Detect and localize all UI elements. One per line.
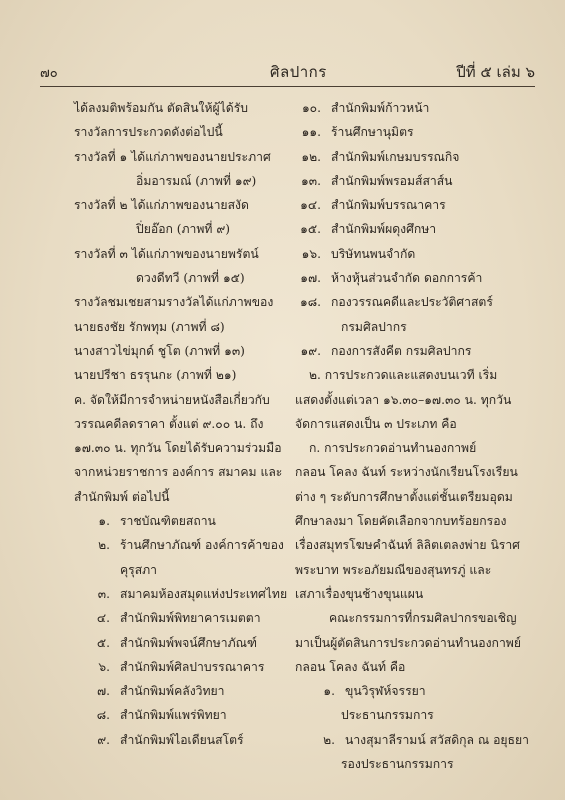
list-number: ๑๘. xyxy=(299,295,321,310)
section-k-line: พระบาท พระอภัยมณีของสุนทรภู่ และ xyxy=(295,562,492,577)
list-number: ๑๙. xyxy=(300,343,321,358)
list-number: ๑๕. xyxy=(300,222,321,237)
list-number: ๑๓. xyxy=(301,173,321,188)
list-item xyxy=(295,96,540,120)
list-number: ๔. xyxy=(96,611,110,626)
award-line-cont: ปิ่ยอ๊อก (ภาพที่ ๙) xyxy=(136,222,231,237)
list-number: ๕. xyxy=(96,635,110,650)
list-item xyxy=(74,631,289,655)
list-text: สำนักพิมพ์บรรณาคาร xyxy=(331,198,446,213)
committee-member xyxy=(295,679,540,703)
list-item xyxy=(295,217,540,241)
list-number: ๒. xyxy=(98,538,110,553)
section-k-line: ก. การประกวดอ่านทำนองกาพย์ xyxy=(309,441,477,456)
list-text: สำนักพิมพ์ไอเดียนสโตร์ xyxy=(120,732,244,747)
section-k-line: วรรณคดีลดราคา ตั้งแต่ ๙.๐๐ น. ถึง xyxy=(74,416,264,431)
section-k-line: เรื่องสมุทรโฆษคำฉันท์ ลิลิตเตลงพ่าย นิราศ xyxy=(295,538,520,553)
list-number: ๓. xyxy=(97,586,110,601)
list-text: ร้านศึกษานุมิตร xyxy=(331,125,414,140)
section-k-line: เสภาเรื่องขุนช้างขุนแผน xyxy=(295,586,424,601)
section-k-line: ต่าง ๆ ระดับการศึกษาตั้งแต่ชั้นเตรียมอุดม xyxy=(295,489,513,504)
issue-label: ปีที่ ๕ เล่ม ๖ xyxy=(456,63,535,81)
honorable-item: นายธงชัย รักพทุม (ภาพที่ ๘) xyxy=(74,319,225,334)
committee-line: มาเป็นผู้ตัดสินการประกวดอ่านทำนองกาพย์ xyxy=(295,635,521,650)
list-number: ๙. xyxy=(97,732,110,747)
list-text: ร้านศึกษาภัณฑ์ องค์การค้าของ xyxy=(120,538,284,553)
honorable-item: นางสาวไข่มุกด์ ชูโต (ภาพที่ ๑๓) xyxy=(74,343,245,358)
honorable-item: นายปรีชา ธรรุนกะ (ภาพที่ ๒๑) xyxy=(74,368,237,383)
list-item xyxy=(74,509,289,533)
list-item xyxy=(74,655,289,679)
list-item-cont: คุรุสภา xyxy=(120,562,158,577)
list-item-cont: กรมศิลปากร xyxy=(341,319,407,334)
list-item xyxy=(295,242,540,266)
section-2-line: จัดการแสดงเป็น ๓ ประเภท คือ xyxy=(295,416,457,431)
section-k-line: กลอน โคลง ฉันท์ ระหว่างนักเรียนโรงเรียน xyxy=(295,465,518,480)
list-text: สำนักพิมพ์พิทยาคารเมตตา xyxy=(120,611,261,626)
list-text: สำนักพิมพ์แพร่พิทยา xyxy=(120,708,227,723)
header-rule xyxy=(40,86,535,87)
member-role: รองประธานกรรมการ xyxy=(341,757,454,772)
section-2-line: ๒. การประกวดและแสดงบนเวที เริ่ม xyxy=(309,368,498,383)
list-text: บริษัทนพนจำกัด xyxy=(331,246,416,261)
page-number: ๗๐ xyxy=(40,66,58,81)
list-text: สำนักพิมพ์ผดุงศึกษา xyxy=(331,222,437,237)
section-k-line: ศึกษาลงมา โดยคัดเลือกจากบทร้อยกรอง xyxy=(295,514,507,529)
list-text: สำนักพิมพ์คลังวิทยา xyxy=(120,684,225,699)
list-number: ๖. xyxy=(98,659,110,674)
section-k-line: ๑๗.๓๐ น. ทุกวัน โดยได้รับความร่วมมือ xyxy=(74,441,282,456)
left-column xyxy=(74,96,289,752)
list-number: ๑. xyxy=(98,514,110,529)
committee-line: คณะกรรมการที่กรมศิลปากรขอเชิญ xyxy=(329,611,517,626)
list-text: สำนักพิมพ์พรอมส์สาส์น xyxy=(331,173,453,188)
list-text: สำนักพิมพ์เกษมบรรณกิจ xyxy=(331,149,460,164)
list-text: ห้างหุ้นส่วนจำกัด ดอกการค้า xyxy=(331,271,483,286)
intro-line: รางวัลการประกวดดังต่อไปนี้ xyxy=(74,125,223,140)
list-item xyxy=(295,169,540,193)
right-column xyxy=(295,96,540,776)
journal-title: ศิลปากร xyxy=(270,63,327,81)
list-text: สำนักพิมพ์พจน์ศึกษาภัณฑ์ xyxy=(120,635,258,650)
list-text: กองการสังคีต กรมศิลปากร xyxy=(331,343,472,358)
list-text: สำนักพิมพ์ก้าวหน้า xyxy=(331,101,430,115)
award-line-cont: อิ่มอารมณ์ (ภาพที่ ๑๙) xyxy=(136,173,257,188)
list-number: ๗. xyxy=(96,684,110,699)
list-number: ๑๖. xyxy=(301,246,321,261)
list-number: ๒. xyxy=(323,732,335,747)
list-number: ๑๑. xyxy=(301,125,321,140)
list-number: ๘. xyxy=(96,708,110,723)
section-k-line: สำนักพิมพ์ ต่อไปนี้ xyxy=(74,489,170,504)
intro-line: ได้ลงมติพร้อมกัน ตัดสินให้ผู้ได้รับ xyxy=(74,101,248,115)
list-item xyxy=(295,145,540,169)
list-item xyxy=(295,266,540,290)
list-number: ๑๗. xyxy=(300,271,321,286)
list-item xyxy=(295,290,540,314)
section-k-line: จากหน่วยราชการ องค์การ สมาคม และ xyxy=(74,465,283,480)
award-line: รางวัลที่ ๑ ได้แก่ภาพของนายประภาศ xyxy=(74,149,271,164)
list-number: ๑. xyxy=(323,684,335,699)
list-number: ๑๐. xyxy=(301,101,321,115)
list-text: กองวรรณคดีและประวัติศาสตร์ xyxy=(331,295,493,310)
list-text: สำนักพิมพ์ศิลปาบรรณาคาร xyxy=(120,659,265,674)
list-number: ๑๒. xyxy=(301,149,321,164)
member-name: ขุนวิรุฬห์จรรยา xyxy=(345,684,426,699)
award-line: รางวัลที่ ๒ ได้แก่ภาพของนายสงัด xyxy=(74,198,249,213)
page-header xyxy=(32,58,535,84)
list-item xyxy=(74,606,289,630)
section-k-line: ค. จัดให้มีการจำหน่ายหนังสือเกี่ยวกับ xyxy=(74,392,270,407)
list-item xyxy=(74,679,289,703)
list-item xyxy=(295,120,540,144)
list-number: ๑๔. xyxy=(300,198,321,213)
member-role: ประธานกรรมการ xyxy=(341,708,434,723)
award-line-cont: ดวงดีทวี (ภาพที่ ๑๕) xyxy=(136,271,245,286)
list-item xyxy=(74,533,289,557)
committee-member xyxy=(295,728,540,752)
member-name: นางสุมาลีรามน์ สวัสดิกุล ณ อยุธยา xyxy=(345,732,529,747)
award-line: รางวัลที่ ๓ ได้แก่ภาพของนายพรัตน์ xyxy=(74,246,259,261)
section-2-line: แสดงตั้งแต่เวลา ๑๖.๓๐–๑๗.๓๐ น. ทุกวัน xyxy=(295,392,512,407)
list-item xyxy=(295,193,540,217)
honorable-heading: รางวัลชมเชยสามรางวัลได้แก่ภาพของ xyxy=(74,295,274,310)
list-item xyxy=(295,339,540,363)
list-text: สมาคมห้องสมุดแห่งประเทศไทย xyxy=(120,586,288,601)
list-text: ราชบัณฑิตยสถาน xyxy=(120,514,216,529)
list-item xyxy=(74,582,289,606)
list-item xyxy=(74,703,289,727)
list-item xyxy=(74,728,289,752)
committee-line: กลอน โคลง ฉันท์ คือ xyxy=(295,659,406,674)
